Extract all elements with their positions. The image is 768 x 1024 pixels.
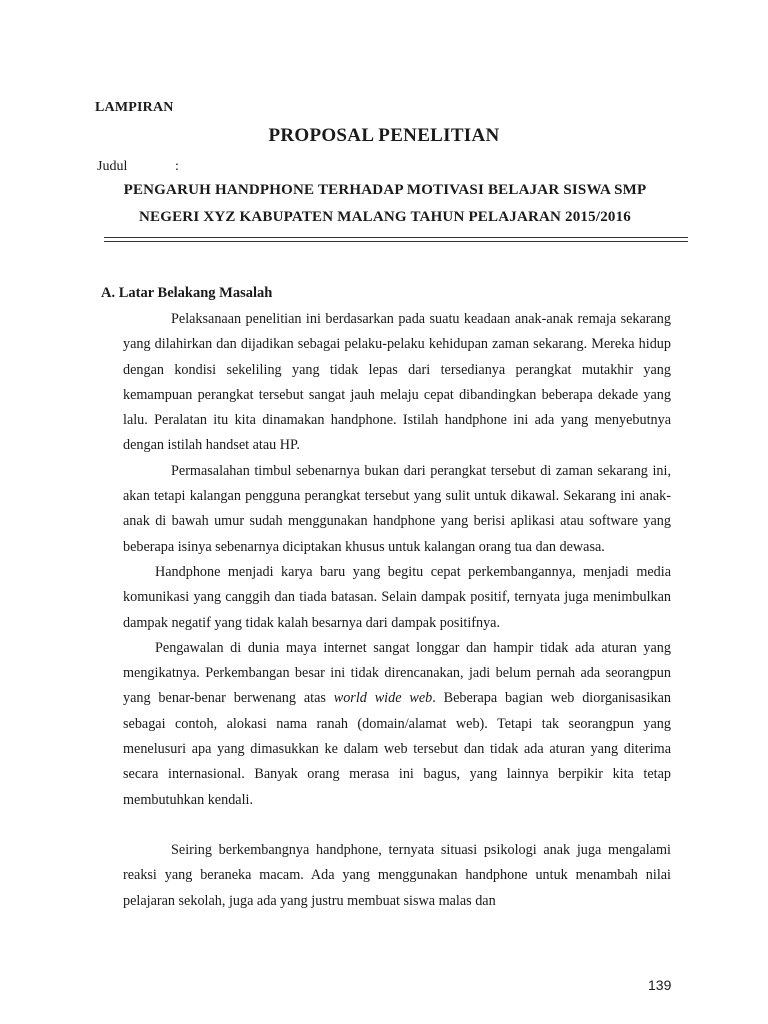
paragraph-4 [123, 636, 671, 813]
paragraph-3: Handphone menjadi karya baru yang begitu cepat perkembangannya, menjadi media komunikasi yang canggih dan tiada batasan. Selain dampak positif, ternyata juga menimbulkan dampak negatif yang tidak kalah besarnya dari dampak positifnya. [123, 563, 671, 631]
research-title-line-2: NEGERI XYZ KABUPATEN MALANG TAHUN PELAJARAN 2015/2016 [138, 209, 631, 225]
page-number: 139 [648, 977, 672, 993]
section-heading: A. Latar Belakang Masalah [101, 285, 273, 301]
research-title-line-1: PENGARUH HANDPHONE TERHADAP MOTIVASI BELAJAR SISWA SMP [123, 182, 647, 198]
paragraph-4-italic-term: world wide web [333, 690, 433, 707]
paragraph-2: Permasalahan timbul sebenarnya bukan dari perangkat tersebut di zaman sekarang ini, akan tetapi kalangan pengguna perangkat tersebut yang sulit untuk dikawal. Sekarang ini anak-anak di bawah umur sudah menggunakan handphone yang berisi aplikasi atau software yang beberapa isinya sebenarnya diciptakan khusus untuk kalangan orang tua dan dewasa. [123, 462, 671, 555]
judul-colon: : [175, 159, 179, 174]
paragraph-4-part-1: Pengawalan di dunia maya internet sangat longgar dan hampir tidak ada aturan yang mengikatnya. Perkembangan besar ini tidak direncanakan, jadi belum pernah ada seorangpun yang benar-benar berwenang atas [123, 639, 671, 707]
document-title: PROPOSAL PENELITIAN [268, 125, 500, 146]
paragraph-1: Pelaksanaan penelitian ini berdasarkan pada suatu keadaan anak-anak remaja sekarang yang dilahirkan dan dijadikan sebagai pelaku-pelaku kehidupan zaman sekarang. Mereka hidup dengan kondisi sekeliling yang tidak lepas dari tersedianya perangkat mutakhir yang kemampuan perangkat tersebut sangat jauh melaju cepat dibandingkan beberapa dekade yang lalu. Peralatan itu kita dinamakan handphone. Istilah handphone ini ada yang menyebutnya dengan istilah handset atau HP. [123, 311, 671, 454]
paragraph-4-part-2: . Beberapa bagian web diorganisasikan sebagai contoh, alokasi nama ranah (domain/alamat web). Tetapi tak seorangpun yang menelusuri apa yang dimasukkan ke dalam web tersebut dan tidak ada aturan yang diterima secara internasional. Banyak orang merasa ini bagus, yang lainnya berpikir kita tetap membutuhkan kendali. [123, 690, 672, 808]
body-text [123, 307, 671, 914]
appendix-label: LAMPIRAN [95, 100, 174, 115]
paragraph-5: Seiring berkembangnya handphone, ternyata situasi psikologi anak juga mengalami reaksi yang beraneka macam. Ada yang menggunakan handphone untuk menambah nilai pelajaran sekolah, juga ada yang justru membuat siswa malas dan [123, 841, 671, 909]
judul-label: Judul [97, 159, 128, 174]
title-divider [104, 237, 688, 242]
